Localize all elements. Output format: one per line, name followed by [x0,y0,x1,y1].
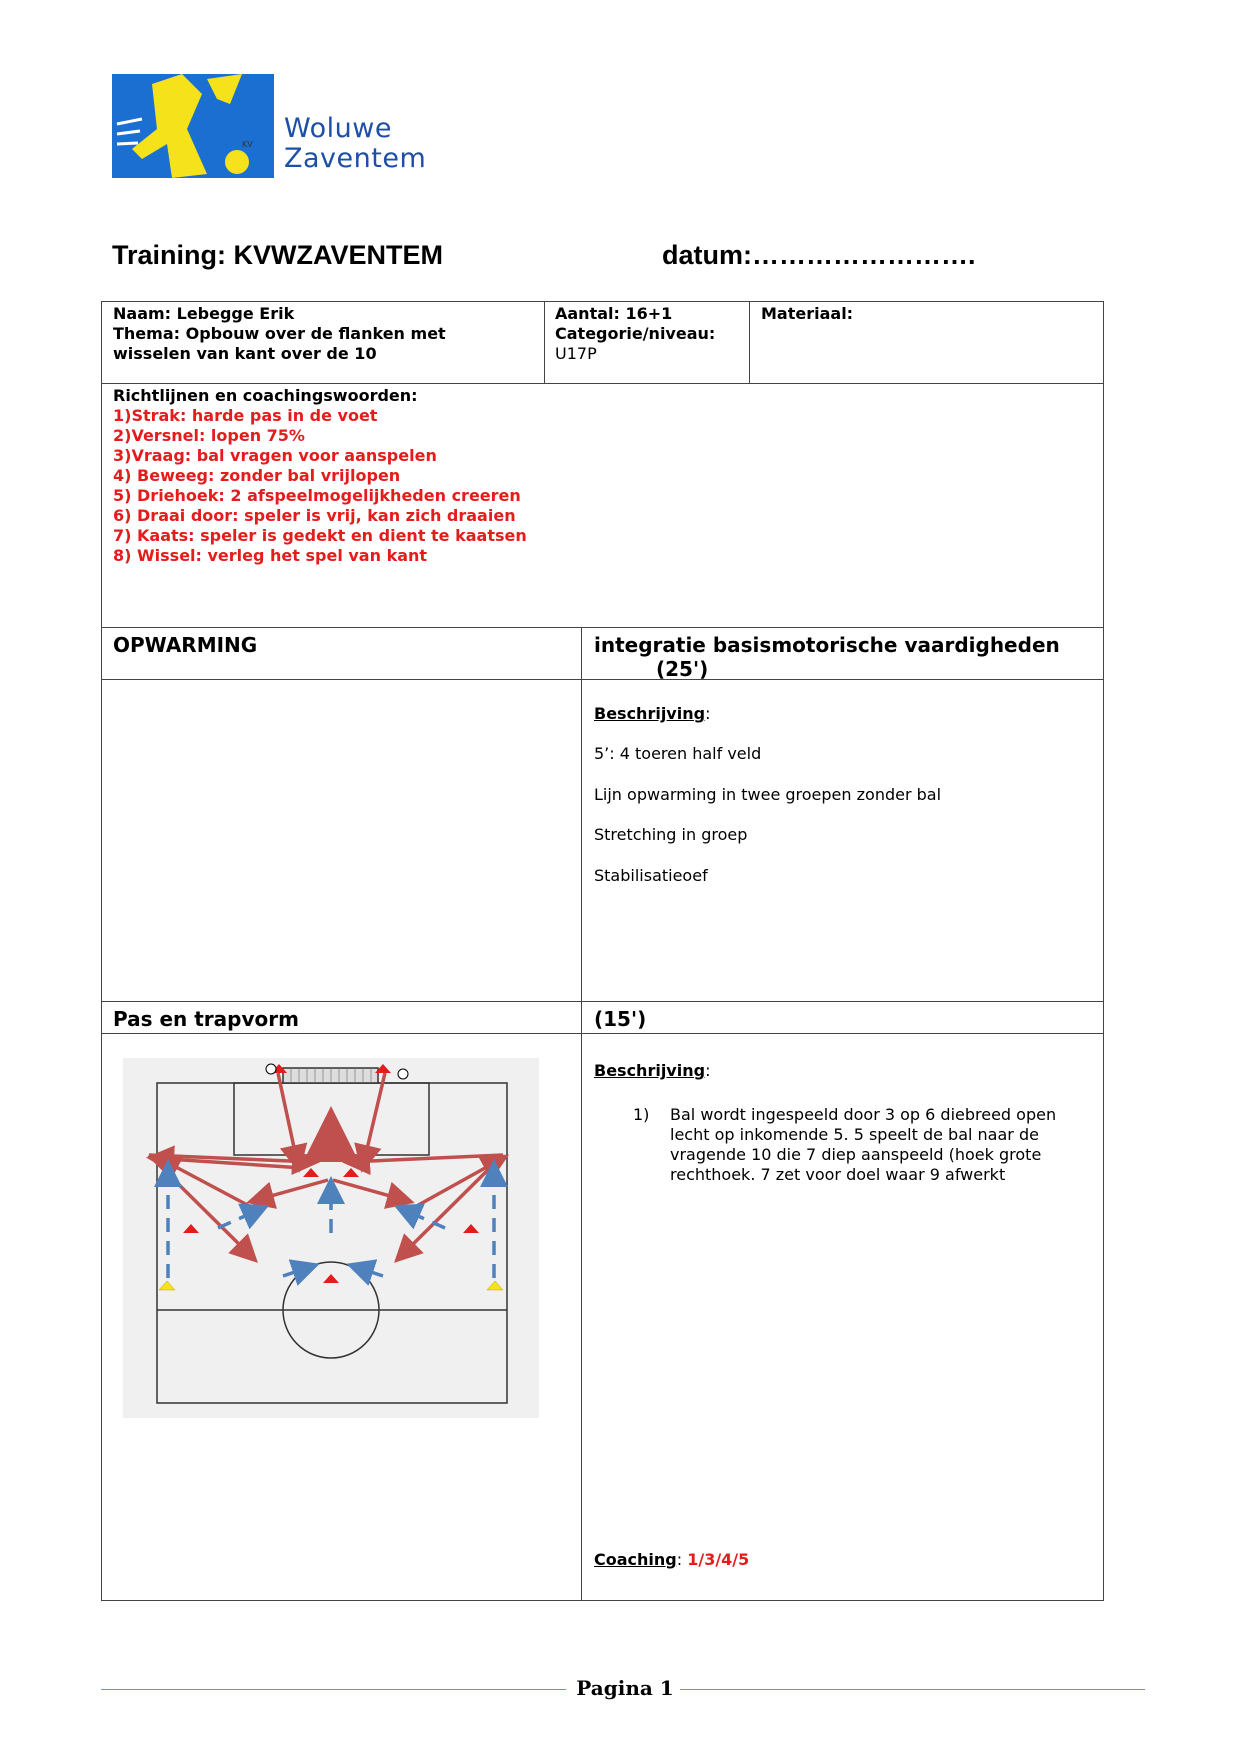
coaching-line [594,1550,749,1570]
opwarming-beschrijving-heading [594,704,710,724]
pas-item-number: 1) [633,1105,650,1124]
pas-item-text [670,1105,1090,1185]
colon: : [705,704,711,723]
footer-rule-left [101,1689,566,1690]
opwarming-line: Lijn opwarming in twee groepen zonder bal [594,785,942,804]
richtlijn-item: 5) Driehoek: 2 afspeelmogelijkheden creeren [113,486,521,505]
opwarming-line: 5’: 4 toeren half veld [594,744,762,763]
colon: : [676,1550,688,1569]
thema-line-2: wisselen van kant over de 10 [113,344,377,363]
richtlijn-item: 2)Versnel: lopen 75% [113,426,305,445]
aantal: Aantal: 16+1 [555,304,673,323]
richtlijn-item: 6) Draai door: speler is vrij, kan zich draaien [113,506,516,525]
pas-beschrijving-heading [594,1061,710,1081]
training-field-diagram [123,1058,539,1418]
thema-line-1: Thema: Opbouw over de flanken met [113,324,446,343]
logo-line-1: Woluwe [284,113,392,144]
beschrijving-label: Beschrijving [594,1061,706,1080]
pas-item-line: Bal wordt ingespeeld door 3 op 6 diebreed open [670,1105,1057,1124]
categorie-value: U17P [555,344,597,363]
opwarming-subtitle-line-1: integratie basismotorische vaardigheden [594,633,1060,657]
coaching-value: 1/3/4/5 [687,1550,750,1569]
richtlijnen-section [113,386,1093,566]
colon: : [705,1061,711,1080]
info-aantal [555,304,745,364]
richtlijnen-title: Richtlijnen en coachingswoorden: [113,386,418,405]
pas-item-line: vragende 10 die 7 diep aanspeeld (hoek grote [670,1145,1042,1164]
beschrijving-label: Beschrijving [594,704,706,723]
naam: Naam: Lebegge Erik [113,304,295,323]
page-number: Pagina 1 [576,1676,674,1700]
pas-title: Pas en trapvorm [113,1007,299,1031]
footer-rule-right [680,1689,1145,1690]
logo-emblem [112,74,274,178]
logo-name [284,114,426,174]
training-title: Training: KVWZAVENTEM [112,240,443,270]
info-naam-thema [113,304,538,364]
richtlijn-item: 1)Strak: harde pas in de voet [113,406,378,425]
opwarming-title: OPWARMING [113,633,258,657]
pas-duration: (15') [594,1007,647,1031]
opwarming-line: Stabilisatieoef [594,866,708,885]
opwarming-duration: (25') [656,657,709,681]
materiaal: Materiaal: [761,304,854,323]
richtlijn-item: 7) Kaats: speler is gedekt en dient te kaatsen [113,526,527,545]
player-silhouette-icon [112,74,274,178]
opwarming-line: Stretching in groep [594,825,748,844]
club-logo [112,74,492,184]
logo-line-2: Zaventem [284,143,427,174]
richtlijn-item: 3)Vraag: bal vragen voor aanspelen [113,446,437,465]
richtlijn-item: 4) Beweeg: zonder bal vrijlopen [113,466,401,485]
opwarming-subtitle [594,633,1094,681]
richtlijn-item: 8) Wissel: verleg het spel van kant [113,546,428,565]
logo-kv: KV [242,140,253,149]
datum-field: datum:……………………. [662,240,976,270]
coaching-label: Coaching [594,1550,677,1569]
pas-item-line: rechthoek. 7 zet voor doel waar 9 afwerkt [670,1165,1006,1184]
pas-item-line: lecht op inkomende 5. 5 speelt de bal naar de [670,1125,1039,1144]
categorie-label: Categorie/niveau: [555,324,716,343]
